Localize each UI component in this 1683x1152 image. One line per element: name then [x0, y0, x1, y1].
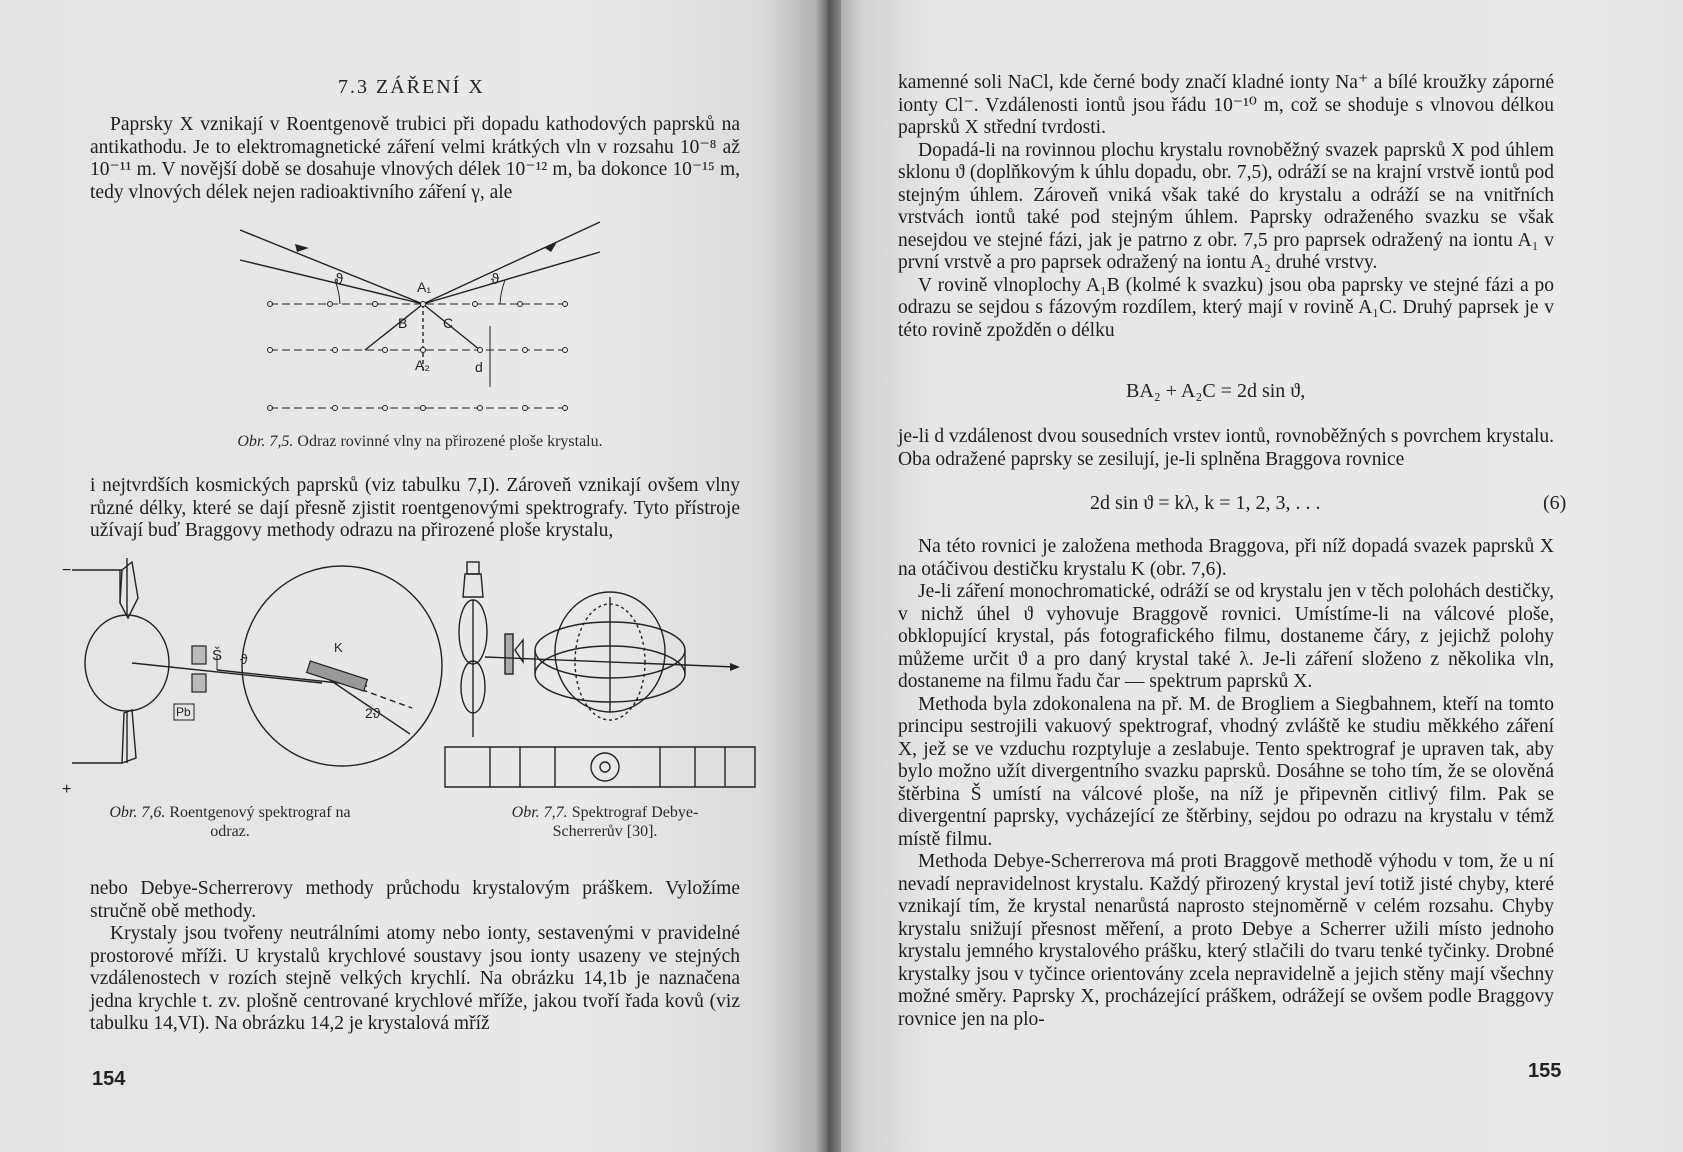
right-paragraph-1: kamenné soli NaCl, kde černé body značí kladné ionty Na⁺ a bílé kroužky záporné ionty Cl⁻. Vzdálenosti iontů jsou řádu 10⁻¹⁰ m, což se shoduje s vlnovou délkou paprsků X střední tvrdosti. — [898, 72, 1554, 138]
fig76-2theta-label: 2ϑ — [365, 705, 381, 721]
fig75-a1-label: A₁ — [417, 279, 432, 295]
left-paragraph-3-block — [90, 878, 740, 1036]
formula-path-difference: BA₂ + A₂C = 2d sin ϑ, — [1126, 380, 1306, 402]
fig76-lead-label: Pb — [176, 705, 191, 719]
book-gutter — [815, 0, 841, 1152]
left-paragraph-1: Paprsky X vznikají v Roentgenově trubici při dopadu kathodových paprsků na antikathodu. Je to elektromagnetické záření velmi krátkých vln v rozsahu 10⁻⁸ až 10⁻¹¹ m. V novější době se dosahuje vlnových délek 10⁻¹² m, ba dokonce 10⁻¹⁵ m, tedy vlnových délek nejen radioaktivního záření γ, ale — [90, 114, 740, 203]
fig75-d-label: d — [475, 359, 483, 375]
left-page-number: 154 — [92, 1068, 126, 1090]
left-paragraph-1-block — [90, 114, 740, 204]
fig77-caption-num: Obr. 7,7. — [511, 804, 568, 821]
figure-7-5-caption — [150, 432, 690, 451]
right-paragraph-4: je-li d vzdálenost dvou sousedních vrstev iontů, rovnoběžných s povrchem krystalu. Oba odražené paprsky se zesilují, je-li splněna Braggova rovnice — [898, 426, 1554, 470]
fig76-crystal-label: K — [334, 640, 343, 655]
figure-7-6-caption — [100, 803, 360, 841]
left-paragraph-2-block — [90, 475, 740, 543]
fig76-theta-label: ϑ — [240, 651, 248, 667]
left-paragraph-4: Krystaly jsou tvořeny neutrálními atomy nebo ionty, sestavenými v pravidelné prostorové mříži. U krystalů krychlové soustavy jsou ionty usazeny ve stejných vzdálenostech v rozích stejně velkých krychlí. Na obrázku 14,1b je naznačena jedna krychle t. zv. plošně centrované krychlové mříže, jakou tvoří řada kovů (viz tabulku 14,VI). Na obrázku 14,2 je krystalová mříž — [90, 923, 740, 1034]
right-paragraph-2: Dopadá-li na rovinnou plochu krystalu rovnoběžný svazek paprsků X pod úhlem sklonu ϑ (doplňkovým k úhlu dopadu, obr. 7,5), odráží se na krajní vrstvě iontů pod stejným úhlem. Zároveň vniká však také do krystalu a odráží se na vnitřních vrstvách iontů také pod stejným úhlem. Paprsky odraženého svazku se však nesejdou ve stejné fázi, jak je patrno z obr. 7,5 pro paprsek odražený na iontu A₁ v první vrstvě a pro paprsek odražený na iontu A₂ druhé vrstvy. — [898, 139, 1554, 273]
formula-bragg-number: (6) — [1543, 492, 1567, 514]
section-heading: 7.3 ZÁŘENÍ X — [338, 76, 485, 98]
left-page — [0, 0, 828, 1152]
fig75-theta-right-label: ϑ — [491, 271, 500, 288]
formula-bragg-equation: 2d sin ϑ = kλ, k = 1, 2, 3, . . . — [1090, 492, 1321, 514]
right-paragraph-5: Na této rovnici je založena methoda Braggova, při níž dopadá svazek paprsků X na otáčivou destičku krystalu K (obr. 7,6). — [898, 536, 1554, 580]
right-text-lower — [898, 536, 1554, 1031]
fig75-theta-left-label: ϑ — [335, 271, 344, 288]
left-paragraph-2: i nejtvrdších kosmických paprsků (viz tabulku 7,I). Zároveň vznikají ovšem vlny různé délky, které se dají přesně zjistit roentgenovými spektrografy. Tyto přístroje užívají buď Braggovy methody odrazu na přirozené ploše krystalu, — [90, 475, 740, 541]
right-paragraph-6: Je-li záření monochromatické, odráží se od krystalu jen v těch polohách destičky, v nichž úhel ϑ vyhovuje Braggově rovnici. Umístíme-li na válcové ploše, obklopující krystal, pás fotografického filmu, dostaneme čáry, z jejichž polohy můžeme určit ϑ a pro daný krystal také λ. Je-li záření složeno z několika vln, dostaneme na filmu řadu čar — spektrum paprsků X. — [898, 581, 1554, 692]
fig75-caption-num: Obr. 7,5. — [237, 433, 294, 450]
right-page — [828, 0, 1683, 1152]
right-text-upper — [898, 72, 1554, 342]
figure-7-6-bragg-spectrograph — [62, 558, 447, 798]
fig76-caption-text: Roentgenový spektrograf na odraz. — [169, 804, 351, 840]
fig75-a2-label: A₂ — [415, 357, 430, 373]
fig75-caption-text: Odraz rovinné vlny na přirozené ploše krystalu. — [297, 433, 603, 450]
fig76-minus-label: − — [62, 562, 72, 579]
figure-7-7-debye-scherrer-camera — [445, 562, 755, 792]
right-paragraph-8: Methoda Debye-Scherrerova má proti Braggově methodě výhodu v tom, že u ní nevadí nepravidelnost krystalu. Každý přirozený krystal jeví totiž jisté chyby, které vznikají tím, že krystal nenarůstá naprosto stejnoměrně v celém rozsahu. Chyby krystalu snižují přesnost měření, a proto Debye a Scherrer užili místo jednoho krystalu jemného krystalového prášku, který stlačili do tvaru tenké tyčinky. Drobné krystalky jsou v tyčince orientovány zcela nepravidelně a jejich stěny mají všechny možné směry. Paprsky X, procházející práškem, odrážejí se ovšem podle Braggovy rovnice jen na plo- — [898, 851, 1554, 1030]
fig76-slit-label: Š — [212, 647, 223, 664]
figure-7-5-reflection-diagram — [235, 222, 595, 417]
right-paragraph-3: V rovině vlnoplochy A₁B (kolmé k svazku) jsou oba paprsky ve stejné fázi a po odrazu se sejdou s fázovým rozdílem, který mají v rovině A₁C. Druhý paprsek je v této rovině zpožděn o délku — [898, 274, 1554, 341]
fig76-caption-num: Obr. 7,6. — [109, 804, 166, 821]
left-paragraph-3: nebo Debye-Scherrerovy methody průchodu krystalovým práškem. Vyložíme stručně obě methody. — [90, 878, 740, 922]
right-text-middle — [898, 426, 1554, 471]
fig75-c-label: C — [443, 315, 454, 331]
fig77-caption-text: Spektrograf Debye-Scherrerův [30]. — [552, 804, 699, 840]
right-page-number: 155 — [1528, 1060, 1562, 1082]
right-paragraph-7: Methoda byla zdokonalena na př. M. de Brogliem a Siegbahnem, kteří na tomto principu sestrojili vakuový spektrograf, vhodný zvláště ke studiu měkkého záření X, jež se ve vzduchu rozptyluje a zeslabuje. Tento spektrograf je upraven tak, aby bylo možno užít divergentního svazku paprsků. Dosáhne se toho tím, že se olověná štěrbina Š umístí na válcové ploše, na níž je připevněn citlivý film. Pak se divergentní paprsky, vycházející ze štěrbiny, sejdou po odrazu na krystalu v témž místě filmu. — [898, 693, 1554, 850]
figure-7-7-caption — [495, 803, 715, 841]
fig76-plus-label: + — [62, 781, 72, 798]
fig75-b-label: B — [398, 315, 408, 331]
